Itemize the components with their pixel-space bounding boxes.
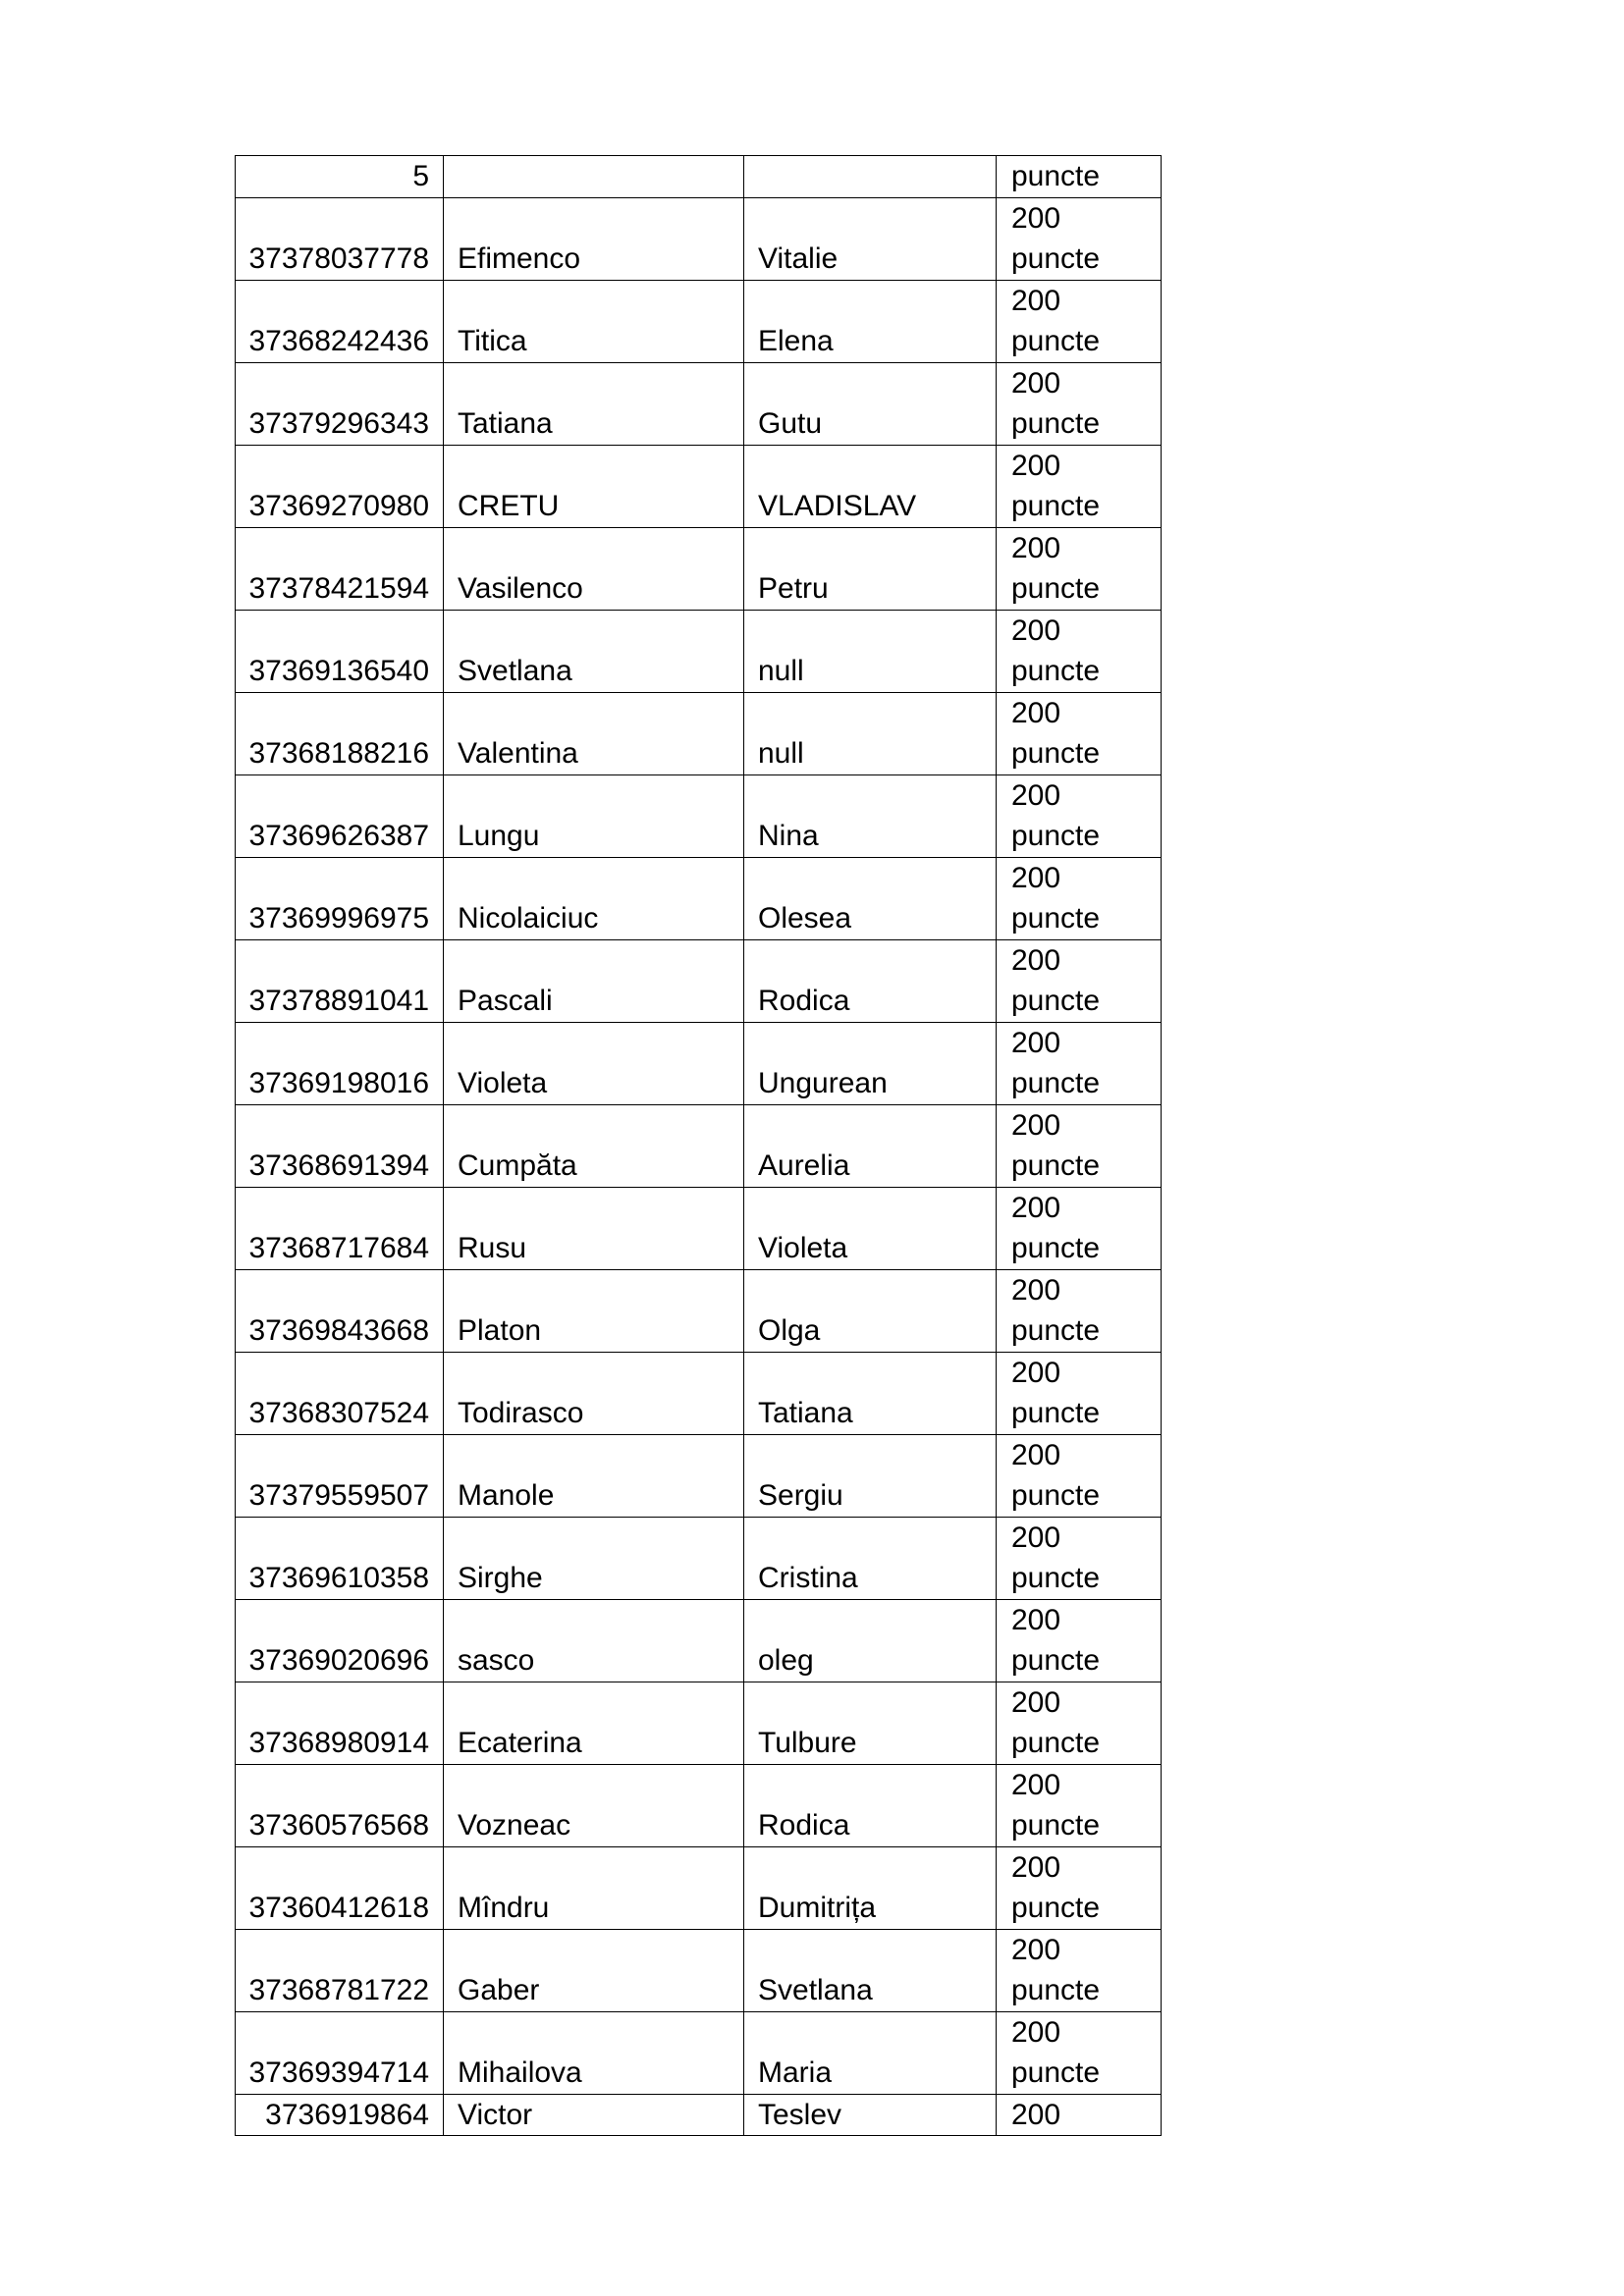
name-cell [444,610,744,692]
points-cell [997,445,1162,527]
name-cell [744,280,997,362]
name-cell-text: Ecaterina [458,1727,582,1759]
phone-cell-text: 37368980914 [248,1727,429,1759]
points-cell-text: 200 puncte [1011,2015,1101,2089]
name-cell-text: Cristina [758,1562,858,1594]
name-cell-text: Victor [458,2098,533,2131]
name-cell-text: Vozneac [458,1809,571,1842]
phone-cell-text: 37369270980 [248,490,429,522]
phone-cell-text: 37379296343 [248,407,429,440]
results-table [235,155,1162,2136]
name-cell [444,939,744,1022]
points-cell-text: 200 puncte [1011,696,1101,770]
name-cell [444,1187,744,1269]
points-cell [997,280,1162,362]
name-cell-text: Aurelia [758,1149,850,1182]
points-cell-text: 200 puncte [1011,201,1101,275]
points-cell [997,692,1162,774]
points-cell [997,1517,1162,1599]
name-cell-text: Dumitrița [758,1892,877,1924]
phone-cell [236,1764,444,1846]
points-cell-text: 200 puncte [1011,1191,1101,1264]
phone-cell [236,939,444,1022]
name-cell [444,1269,744,1352]
name-cell [444,1434,744,1517]
phone-cell-text: 37369610358 [248,1562,429,1594]
phone-cell [236,1187,444,1269]
name-cell-text: Tatiana [758,1397,853,1429]
phone-cell [236,156,444,198]
phone-cell [236,1517,444,1599]
points-cell [997,1846,1162,1929]
points-cell-text: 200 puncte [1011,284,1101,357]
phone-cell [236,1269,444,1352]
table-row [236,1269,1162,1352]
name-cell [744,1517,997,1599]
points-cell [997,939,1162,1022]
name-cell [444,445,744,527]
phone-cell-text: 37378037778 [248,242,429,275]
name-cell-text: Tulbure [758,1727,857,1759]
points-cell-text: 200 puncte [1011,1356,1101,1429]
phone-cell-text: 37379559507 [248,1479,429,1512]
name-cell-text: Mihailova [458,2056,582,2089]
table-row [236,692,1162,774]
points-cell [997,527,1162,610]
name-cell-text: Teslev [758,2098,842,2131]
name-cell-text: Cumpăta [458,1149,577,1182]
name-cell [744,939,997,1022]
table-row [236,1846,1162,1929]
name-cell [744,774,997,857]
name-cell-text: Sirghe [458,1562,543,1594]
name-cell-text: Rodica [758,1809,850,1842]
table-row [236,280,1162,362]
phone-cell [236,610,444,692]
name-cell [444,362,744,445]
phone-cell [236,1682,444,1764]
table-row [236,1434,1162,1517]
points-cell-text: 200 puncte [1011,1685,1101,1759]
points-cell-text: 200 puncte [1011,531,1101,605]
points-cell [997,1682,1162,1764]
name-cell-text: Vitalie [758,242,839,275]
name-cell [744,362,997,445]
name-cell-text: null [758,655,804,687]
table-row [236,1682,1162,1764]
name-cell [444,280,744,362]
table-row [236,1352,1162,1434]
points-cell [997,774,1162,857]
points-cell [997,1104,1162,1187]
table-row [236,527,1162,610]
name-cell-text: Titica [458,325,527,357]
table-row [236,2011,1162,2094]
points-cell-text: 200 puncte [1011,366,1101,440]
name-cell [744,1764,997,1846]
points-cell [997,1929,1162,2011]
points-cell-text: puncte [1011,160,1101,192]
name-cell [444,692,744,774]
phone-cell [236,527,444,610]
name-cell [444,1517,744,1599]
points-cell [997,197,1162,280]
name-cell-text: Olga [758,1314,821,1347]
name-cell [444,1022,744,1104]
name-cell [444,156,744,198]
name-cell-text: Pascali [458,985,553,1017]
name-cell [744,445,997,527]
name-cell-text: CRETU [458,490,560,522]
table-body [236,156,1162,2136]
points-cell-text: 200 puncte [1011,614,1101,687]
points-cell-text: 200 puncte [1011,778,1101,852]
phone-cell [236,1352,444,1434]
points-cell-text: 200 puncte [1011,1108,1101,1182]
name-cell-text: Mîndru [458,1892,550,1924]
table-row [236,1929,1162,2011]
name-cell-text: Gutu [758,407,823,440]
table-row [236,445,1162,527]
points-cell-text: 200 puncte [1011,1273,1101,1347]
name-cell [444,774,744,857]
phone-cell-text: 37369996975 [248,902,429,934]
points-cell-text: 200 puncte [1011,1603,1101,1677]
name-cell [744,1104,997,1187]
name-cell-text: sasco [458,1644,535,1677]
name-cell-text: Violeta [758,1232,848,1264]
table-row [236,939,1162,1022]
name-cell [744,2094,997,2136]
name-cell [444,1599,744,1682]
table-row [236,197,1162,280]
name-cell-text: Platon [458,1314,542,1347]
name-cell [744,1599,997,1682]
phone-cell-text: 37368242436 [248,325,429,357]
name-cell-text: Lungu [458,820,540,852]
name-cell [444,1846,744,1929]
phone-cell-text: 37369020696 [248,1644,429,1677]
points-cell-text: 200 puncte [1011,1850,1101,1924]
name-cell-text: Violeta [458,1067,548,1099]
points-cell [997,156,1162,198]
points-cell-text: 200 puncte [1011,943,1101,1017]
name-cell [744,1846,997,1929]
phone-cell [236,362,444,445]
points-cell-text: 200 puncte [1011,1438,1101,1512]
name-cell [444,1104,744,1187]
table-row [236,1599,1162,1682]
points-cell [997,1187,1162,1269]
phone-cell [236,1434,444,1517]
name-cell [744,527,997,610]
name-cell [744,1269,997,1352]
points-cell [997,2011,1162,2094]
points-cell [997,2094,1162,2136]
phone-cell [236,1104,444,1187]
name-cell [744,1682,997,1764]
table-row [236,1104,1162,1187]
points-cell-text: 200 [1011,2098,1061,2131]
points-cell-text: 200 puncte [1011,1933,1101,2006]
phone-cell [236,2094,444,2136]
name-cell-text: Rusu [458,1232,527,1264]
phone-cell-text: 37368307524 [248,1397,429,1429]
name-cell [444,1764,744,1846]
points-cell-text: 200 puncte [1011,1026,1101,1099]
phone-cell [236,280,444,362]
name-cell [444,2011,744,2094]
table-row [236,156,1162,198]
name-cell [444,857,744,939]
name-cell-text: Maria [758,2056,833,2089]
name-cell [444,1929,744,2011]
name-cell-text: Svetlana [458,655,572,687]
table-row [236,1517,1162,1599]
points-cell [997,1434,1162,1517]
phone-cell-text: 37369626387 [248,820,429,852]
phone-cell [236,197,444,280]
phone-cell [236,774,444,857]
points-cell-text: 200 puncte [1011,1521,1101,1594]
name-cell [744,197,997,280]
name-cell [744,610,997,692]
points-cell [997,857,1162,939]
name-cell-text: Petru [758,572,829,605]
table-row [236,1764,1162,1846]
name-cell-text: Elena [758,325,834,357]
phone-cell [236,1022,444,1104]
name-cell-text: Rodica [758,985,850,1017]
points-cell-text: 200 puncte [1011,449,1101,522]
name-cell-text: Ungurean [758,1067,888,1099]
phone-cell [236,1599,444,1682]
name-cell [444,1352,744,1434]
name-cell [744,1929,997,2011]
name-cell-text: Tatiana [458,407,553,440]
phone-cell-text: 37368717684 [248,1232,429,1264]
name-cell [444,527,744,610]
name-cell [744,156,997,198]
name-cell [744,1352,997,1434]
points-cell [997,610,1162,692]
name-cell-text: Vasilenco [458,572,583,605]
table-row [236,610,1162,692]
name-cell-text: Gaber [458,1974,540,2006]
name-cell-text: Sergiu [758,1479,843,1512]
points-cell [997,362,1162,445]
points-cell [997,1352,1162,1434]
name-cell [744,857,997,939]
name-cell [744,1434,997,1517]
points-cell-text: 200 puncte [1011,861,1101,934]
phone-cell [236,1929,444,2011]
name-cell-text: Manole [458,1479,555,1512]
name-cell-text: oleg [758,1644,814,1677]
table-row [236,362,1162,445]
points-cell [997,1022,1162,1104]
phone-cell [236,1846,444,1929]
name-cell-text: VLADISLAV [758,490,917,522]
phone-cell-text: 37368188216 [248,737,429,770]
phone-cell [236,2011,444,2094]
points-cell [997,1599,1162,1682]
phone-cell-text: 5 [412,160,429,192]
table-row [236,774,1162,857]
phone-cell-text: 37369198016 [248,1067,429,1099]
points-cell-text: 200 puncte [1011,1768,1101,1842]
name-cell [444,1682,744,1764]
phone-cell-text: 37378421594 [248,572,429,605]
name-cell-text: Svetlana [758,1974,873,2006]
name-cell-text: Nina [758,820,819,852]
phone-cell [236,445,444,527]
table-row [236,1022,1162,1104]
phone-cell-text: 3736919864 [265,2098,429,2131]
name-cell-text: Nicolaiciuc [458,902,599,934]
phone-cell-text: 37369394714 [248,2056,429,2089]
name-cell [744,1187,997,1269]
phone-cell-text: 37368691394 [248,1149,429,1182]
name-cell [744,692,997,774]
table-row [236,1187,1162,1269]
table-row [236,2094,1162,2136]
name-cell-text: Valentina [458,737,578,770]
name-cell-text: Olesea [758,902,852,934]
name-cell-text: Todirasco [458,1397,584,1429]
points-cell [997,1764,1162,1846]
phone-cell-text: 37378891041 [248,985,429,1017]
name-cell-text: Efimenco [458,242,581,275]
name-cell-text: null [758,737,804,770]
table-row [236,857,1162,939]
phone-cell-text: 37360412618 [248,1892,429,1924]
phone-cell-text: 37368781722 [248,1974,429,2006]
phone-cell-text: 37369843668 [248,1314,429,1347]
phone-cell-text: 37369136540 [248,655,429,687]
phone-cell [236,857,444,939]
name-cell [444,2094,744,2136]
name-cell [744,1022,997,1104]
name-cell [444,197,744,280]
phone-cell [236,692,444,774]
name-cell [744,2011,997,2094]
phone-cell-text: 37360576568 [248,1809,429,1842]
points-cell [997,1269,1162,1352]
